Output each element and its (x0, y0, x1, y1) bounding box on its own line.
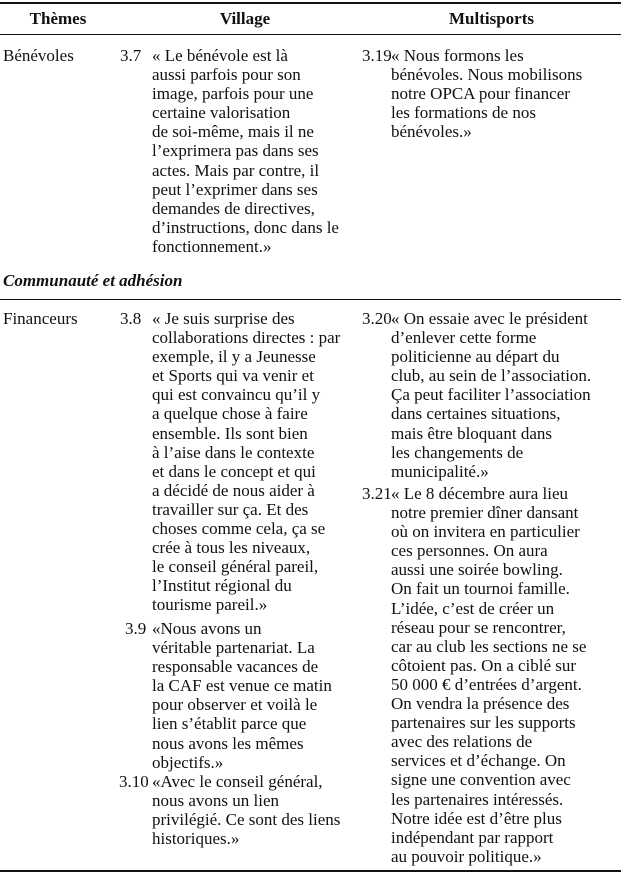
quote-line: choses comme cela, ça se (152, 519, 326, 539)
theme-benevoles: Bénévoles (3, 46, 74, 65)
quote-line: exemple, il y a Jeunesse (152, 347, 316, 367)
quote-line: car au club les sections ne se (391, 636, 587, 656)
table-top-rule (0, 2, 621, 4)
quote-number: 3.7 (120, 46, 142, 65)
quote-number: 3.8 (120, 309, 142, 328)
section-heading: Communauté et adhésion (3, 271, 183, 290)
quote-line: pour observer et voilà le (152, 695, 318, 715)
quote-line: « Le bénévole est là (152, 46, 288, 65)
quote-line: lien s’établit parce que (152, 714, 307, 734)
quote-line: ensemble. Ils sont bien (152, 423, 308, 443)
quote-line: a quelque chose à faire (152, 404, 308, 424)
quote-line: et dans le concept et qui (152, 461, 316, 481)
quote-line: club, au sein de l’association. (391, 366, 592, 386)
quote-line: d’enlever cette forme (391, 328, 537, 348)
quote-line: privilégié. Ce sont des liens (152, 810, 341, 830)
quote-block (152, 619, 332, 772)
quote-line: les changements de (391, 442, 524, 462)
quote-line: peut l’exprimer dans ses (152, 179, 318, 199)
quote-line: « On essaie avec le président (391, 309, 588, 328)
quote-line: a décidé de nous aider à (152, 480, 315, 500)
quote-block (391, 484, 586, 866)
quote-line: travailler sur ça. Et des (152, 499, 309, 519)
quote-line: à l’aise dans le contexte (152, 442, 315, 462)
quote-line: politicienne au départ du (391, 347, 560, 367)
header-multisports: Multisports (449, 9, 534, 28)
quote-line: tourisme pareil.» (152, 595, 268, 615)
quote-line: les partenaires intéressés. (391, 789, 564, 809)
quote-line: «Nous avons un (152, 619, 262, 638)
table-bottom-rule (0, 870, 621, 872)
header-themes: Thèmes (29, 9, 87, 28)
section-rule (0, 299, 621, 300)
quote-line: qui est convaincu qu’il y (152, 385, 321, 405)
quote-line: Notre idée est d’être plus (391, 808, 562, 828)
quote-line: historiques.» (152, 829, 240, 849)
quote-line: objectifs.» (152, 752, 224, 772)
quote-number: 3.20 (362, 309, 392, 328)
quote-line: services et d’échange. On (391, 751, 566, 771)
quote-line: réseau pour se rencontrer, (391, 617, 566, 637)
quote-line: l’exprimera pas dans ses (152, 141, 319, 161)
quote-line: 50 000 € d’entrées d’argent. (391, 674, 582, 694)
quote-line: «Avec le conseil général, (152, 772, 323, 791)
quote-line: notre OPCA pour financer (391, 84, 570, 104)
quote-line: « Le 8 décembre aura lieu (391, 484, 568, 503)
quote-line: la CAF est venue ce matin (152, 676, 332, 696)
quote-line: dans certaines situations, (391, 404, 561, 424)
quote-block (152, 309, 340, 615)
theme-financeurs: Financeurs (3, 309, 78, 328)
quote-line: les formations de nos (391, 103, 536, 123)
quote-line: « Nous formons les (391, 46, 524, 65)
quote-line: bénévoles. Nous mobilisons (391, 65, 583, 85)
quote-block (391, 309, 591, 481)
quote-line: actes. Mais par contre, il (152, 160, 320, 180)
quote-line: notre premier dîner dansant (391, 503, 579, 523)
quote-line: collaborations directes : par (152, 328, 341, 348)
quote-line: bénévoles.» (391, 122, 472, 142)
quote-line: crée à tous les niveaux, (152, 538, 311, 558)
quote-line: d’instructions, donc dans le (152, 217, 339, 237)
quote-line: aussi une soirée bowling. (391, 560, 563, 580)
quote-line: partenaires sur les supports (391, 713, 576, 733)
quote-number: 3.19 (362, 46, 392, 65)
quote-line: fonctionnement.» (152, 236, 272, 256)
quote-line: Ça peut faciliter l’association (391, 385, 591, 405)
quote-line: mais être bloquant dans (391, 423, 552, 443)
quote-line: On vendra la présence des (391, 694, 570, 714)
quote-line: responsable vacances de (152, 657, 319, 677)
quote-block (152, 772, 340, 848)
quote-line: demandes de directives, (152, 198, 315, 218)
quote-line: et Sports qui va venir et (152, 366, 314, 386)
quote-block (152, 46, 339, 256)
quote-line: l’Institut régional du (152, 576, 292, 596)
quote-line: où on invitera en particulier (391, 522, 580, 542)
quote-line: L’idée, c’est de créer un (391, 598, 555, 618)
quote-line: nous avons un lien (152, 791, 280, 811)
quote-number: 3.10 (119, 772, 149, 791)
quote-line: côtoient pas. On a ciblé sur (391, 655, 577, 675)
quote-line: avec des relations de (391, 732, 533, 752)
quote-line: au pouvoir politique.» (391, 846, 542, 866)
quote-line: indépendant par rapport (391, 827, 554, 847)
quote-line: signe une convention avec (391, 770, 571, 790)
quote-block (391, 46, 582, 141)
quote-line: certaine valorisation (152, 103, 291, 123)
quote-line: de soi-même, mais il ne (152, 122, 314, 142)
header-village: Village (219, 9, 271, 28)
quote-line: ces personnes. On aura (391, 541, 548, 561)
quote-line: On fait un tournoi famille. (391, 579, 570, 599)
quote-number: 3.9 (125, 619, 147, 638)
quote-number: 3.21 (362, 484, 392, 503)
quote-line: aussi parfois pour son (152, 65, 301, 85)
quote-line: nous avons les mêmes (152, 733, 304, 753)
quote-line: « Je suis surprise des (152, 309, 295, 328)
header-bottom-rule (0, 34, 621, 35)
quote-line: municipalité.» (391, 461, 489, 481)
quote-line: le conseil général pareil, (152, 557, 319, 577)
quote-line: véritable partenariat. La (152, 638, 315, 658)
quote-line: image, parfois pour une (152, 84, 314, 104)
